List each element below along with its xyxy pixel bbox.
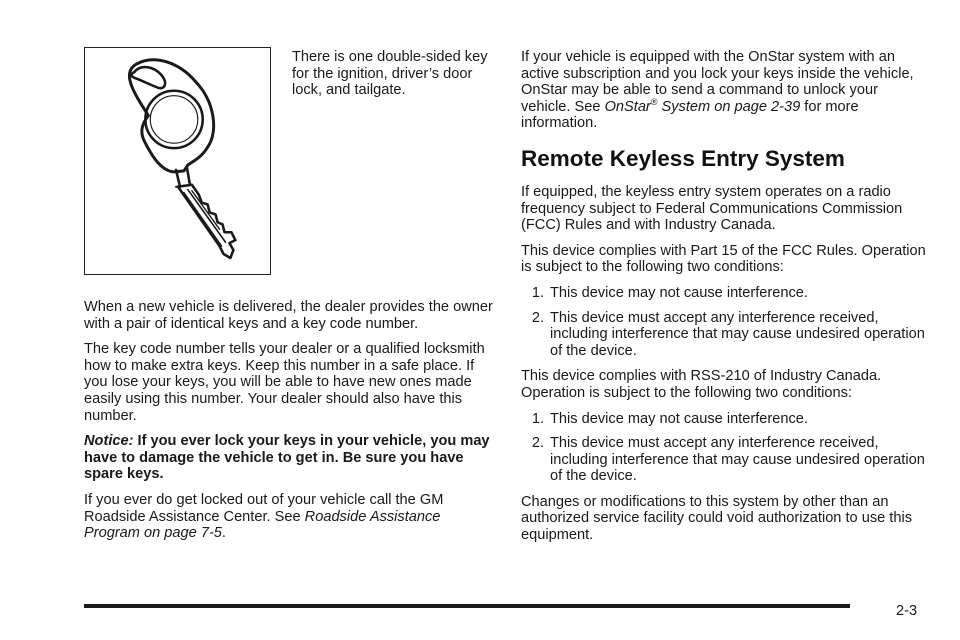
- list-item: [521, 411, 931, 428]
- roadside-paragraph: [84, 492, 500, 542]
- onstar-ref-page: System on page 2-39: [657, 98, 801, 115]
- notice-text: If you ever lock your keys in your vehicle, you may have to damage the vehicle to get in. Be sure you have spare keys.: [84, 433, 490, 483]
- notice-label: Notice:: [84, 433, 134, 450]
- fcc-conditions-list: [521, 285, 931, 359]
- list-number: 2.: [531, 309, 544, 326]
- list-item: [521, 435, 931, 485]
- section-heading: Remote Keyless Entry System: [521, 145, 845, 171]
- list-number: 1.: [531, 284, 544, 301]
- notice-paragraph: [84, 433, 500, 483]
- list-text: This device may not cause interference.: [550, 410, 808, 427]
- key-illustration: [84, 47, 271, 275]
- onstar-text: If your vehicle is equipped with the OnStar system with an active subscription and you lock your keys inside the vehicle, OnStar may be able to send a command to unlock your vehicle. See: [521, 49, 914, 115]
- list-text: This device may not cause interference.: [550, 284, 808, 301]
- left-column: [84, 299, 500, 551]
- key-intro-block: [292, 49, 502, 99]
- list-text: This device must accept any interference received, including interference that may cause undesired operation of the device.: [550, 309, 925, 359]
- key-intro-text: There is one double-sided key for the ignition, driver’s door lock, and tailgate.: [292, 49, 488, 99]
- registered-mark: ®: [650, 96, 658, 107]
- right-column: [521, 49, 931, 553]
- key-code-paragraph: The key code number tells your dealer or a qualified locksmith how to make extra keys. Keep this number in a safe place. If you lose your keys, you will be able to have new ones made easily using this number. Your dealer should also have this number.: [84, 341, 485, 424]
- list-number: 2.: [531, 435, 544, 452]
- onstar-ref-name: OnStar: [604, 98, 651, 115]
- changes-paragraph: Changes or modifications to this system by other than an authorized service facility could void authorization to use this equipment.: [521, 493, 912, 544]
- page-number: 2-3: [896, 603, 918, 619]
- roadside-reference-link[interactable]: Roadside Assistance Program on page 7-5: [84, 508, 441, 542]
- ignition-key-icon: [85, 48, 270, 274]
- rss-paragraph: This device complies with RSS-210 of Industry Canada. Operation is subject to the following two conditions:: [521, 368, 882, 401]
- list-number: 1.: [531, 410, 544, 427]
- onstar-end: for more information.: [521, 98, 859, 132]
- list-text: This device must accept any interference received, including interference that may cause undesired operation of the device.: [550, 435, 925, 485]
- delivery-paragraph: When a new vehicle is delivered, the dealer provides the owner with a pair of identical keys and a key code number.: [84, 299, 493, 332]
- rke-intro-paragraph: If equipped, the keyless entry system operates on a radio frequency subject to Federal Communications Commission (FCC) Rules and with Industry Canada.: [521, 183, 903, 234]
- onstar-reference-link[interactable]: [604, 96, 801, 115]
- rss-conditions-list: [521, 411, 931, 485]
- list-item: [521, 285, 931, 302]
- list-item: [521, 310, 931, 360]
- roadside-text: If you ever do get locked out of your vehicle call the GM Roadside Assistance Center. See: [84, 491, 444, 525]
- roadside-end: .: [221, 525, 226, 542]
- onstar-paragraph: [521, 49, 931, 132]
- fcc-paragraph: This device complies with Part 15 of the FCC Rules. Operation is subject to the following two conditions:: [521, 242, 926, 276]
- footer-rule: [84, 604, 850, 608]
